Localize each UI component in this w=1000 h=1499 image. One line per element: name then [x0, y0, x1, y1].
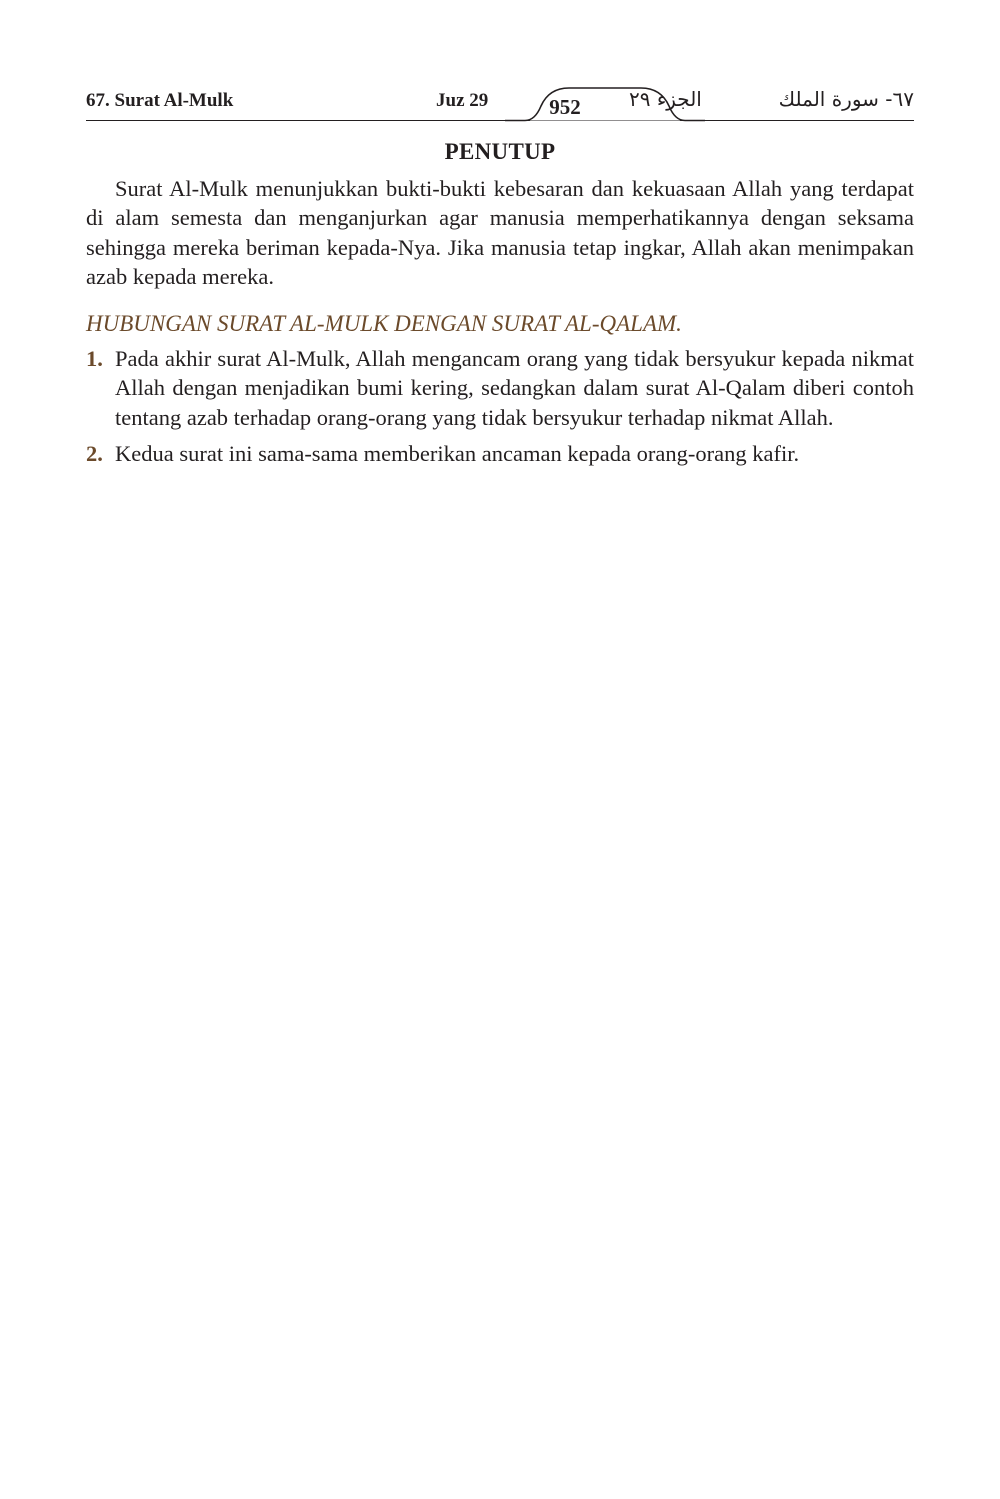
list-item-text: Kedua surat ini sama-sama memberikan ancaman kepada orang-orang kafir. [115, 440, 800, 466]
page-header [86, 84, 914, 124]
closing-paragraph: Surat Al-Mulk menunjukkan bukti-bukti kebesaran dan kekuasaan Allah yang terdapat di alam semesta dan menganjurkan agar manusia memperhatikannya dengan seksama sehingga mereka beriman kepada-Nya. Jika manusia tetap ingkar, Allah akan menimpakan azab kepada mereka. [86, 176, 914, 289]
list-item-text: Pada akhir surat Al-Mulk, Allah mengancam orang yang tidak bersyukur kepada nikmat Allah dengan menjadikan bumi kering, sedangkan dalam surat Al-Qalam diberi contoh tentang azab terhadap orang-orang yang tidak bersyukur terhadap nikmat Allah. [115, 346, 914, 430]
header-rule [86, 120, 914, 121]
page-number: 952 [549, 95, 581, 119]
surah-name-arabic: ٦٧- سورة الملك [778, 87, 914, 111]
list-item [86, 439, 914, 468]
list-item-number: 2. [86, 440, 103, 466]
list-item-number: 1. [86, 346, 103, 371]
relation-heading: HUBUNGAN SURAT AL-MULK DENGAN SURAT AL-QALAM. [86, 311, 682, 336]
surah-name-latin: 67. Surat Al-Mulk [86, 90, 234, 111]
section-title: PENUTUP [444, 139, 556, 164]
relation-list [86, 344, 914, 475]
juz-label-arabic: الجزء ٢٩ [629, 87, 702, 111]
list-item [86, 344, 914, 432]
juz-label-latin: Juz 29 [436, 90, 489, 111]
